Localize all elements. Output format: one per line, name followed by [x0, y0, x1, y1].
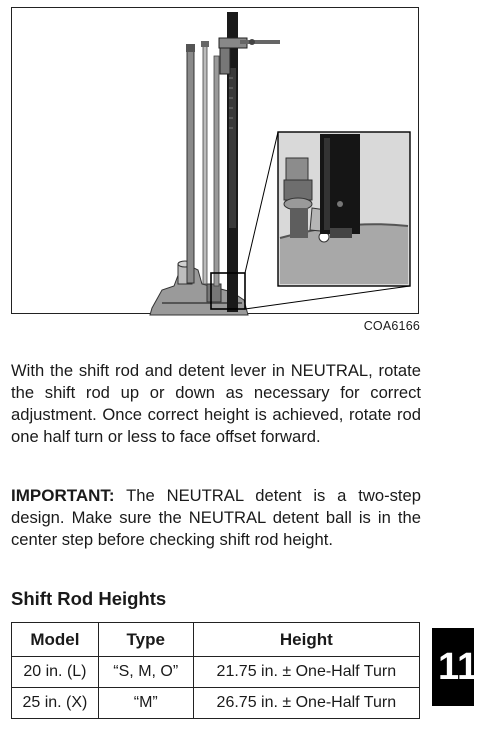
section-tab-marker: [432, 628, 478, 706]
cell-height: 26.75 in. ± One-Half Turn: [193, 688, 419, 719]
cell-model: 25 in. (X): [12, 688, 99, 719]
cell-height: 21.75 in. ± One-Half Turn: [193, 657, 419, 688]
shift-rod-measurement-illustration: [12, 8, 420, 315]
column-header-model: Model: [12, 623, 99, 657]
cell-type: “S, M, O”: [98, 657, 193, 688]
important-note: [11, 485, 421, 551]
important-label: IMPORTANT:: [11, 486, 115, 505]
cell-model: 20 in. (L): [12, 657, 99, 688]
figure-illustration: [11, 7, 419, 314]
section-tab-label: 11: [438, 646, 478, 688]
detail-inset: [278, 132, 410, 286]
table-row: [12, 688, 420, 719]
section-heading: Shift Rod Heights: [11, 588, 167, 609]
shift-rod-heights-table: [11, 622, 420, 719]
figure-caption: COA6166: [363, 319, 420, 333]
column-header-type: Type: [98, 623, 193, 657]
column-header-height: Height: [193, 623, 419, 657]
instruction-paragraph: With the shift rod and detent lever in NEUTRAL, rotate the shift rod up or down as necessary for correct adjustment. Once correct height is achieved, rotate rod one half turn or less to face offset forward.: [11, 361, 421, 446]
cell-type: “M”: [98, 688, 193, 719]
table-row: [12, 657, 420, 688]
important-text: The NEUTRAL detent is a two-step design. Make sure the NEUTRAL detent ball is in the center step before checking shift rod height.: [11, 486, 421, 549]
table-header-row: [12, 623, 420, 657]
